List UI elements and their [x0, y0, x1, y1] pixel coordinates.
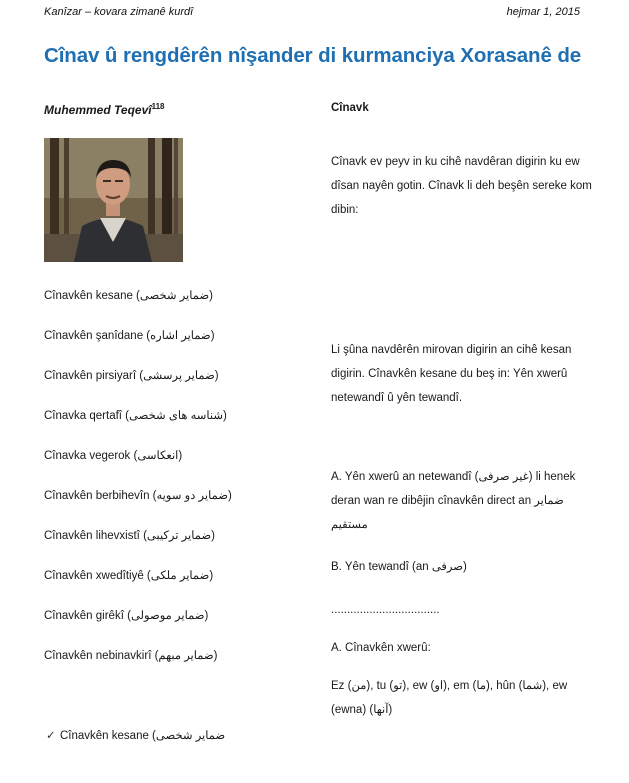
list-item: Cînavka qertafî (شناسه های شخصی) — [44, 410, 227, 422]
dotted-separator: .................................. — [331, 603, 440, 616]
issue-date: hejmar 1, 2015 — [506, 6, 580, 18]
list-item: Cînavkên nebinavkirî (ضمایر مبهم) — [44, 650, 218, 662]
bottom-item-text: Cînavkên kesane (ضمایر شخصی — [60, 730, 226, 742]
list-item: Cînavkên lihevxistî (ضمایر ترکیبی) — [44, 530, 215, 542]
author-footnote: 118 — [151, 102, 165, 111]
journal-title: Kanîzar – kovara zimanê kurdî — [44, 6, 194, 18]
section-heading: Cînavk — [331, 102, 369, 114]
list-item: Cînavkên kesane (ضمایر شخصی) — [44, 290, 214, 302]
personal-pronouns-paragraph: Li şûna navdêrên mirovan digirin an cihê kesan digirin. Cînavkên kesane du beş in: Yên xwerû netewandî û yên tewandî. — [331, 343, 572, 404]
author-name — [44, 102, 164, 117]
subsection-heading: A. Cînavkên xwerû: — [331, 641, 431, 654]
author-name-text: Muhemmed Teqevî — [44, 103, 152, 117]
page-title: Cînav û rengdêrên nîşander di kurmanciya Xorasanê de — [44, 44, 582, 67]
list-item: Cînavkên xwedîtiyê (ضمایر ملکی) — [44, 570, 214, 582]
list-item: Cînavkên berbihevîn (ضمایر دو سویه) — [44, 490, 232, 502]
bottom-list-item — [46, 728, 225, 742]
pronoun-examples: Ez (من), tu (تو), ew (او), em (ما), hûn (شما), ew (ewna) (آنها) — [331, 679, 568, 716]
list-item: Cînavkên girêkî (ضمایر موصولی) — [44, 610, 209, 622]
inflected-paragraph: B. Yên tewandî (an صرفی) — [331, 560, 467, 573]
uninflected-paragraph: A. Yên xwerû an netewandî (غیر صرفی) li henek deran wan re dibêjin cînavkên direct an ضمایر مستقیم — [331, 470, 576, 531]
list-item: Cînavkên pirsiyarî (ضمایر پرسشی) — [44, 370, 219, 382]
author-portrait-photo — [44, 138, 183, 262]
intro-paragraph: Cînavk ev peyv in ku cihê navdêran digirin ku ew dîsan nayên gotin. Cînavk li deh beşên sereke kom dibin: — [331, 155, 592, 216]
author-portrait-icon — [44, 138, 183, 262]
list-item: Cînavka vegerok (انعکاسی) — [44, 450, 183, 462]
check-icon: ✓ — [46, 730, 56, 742]
list-item: Cînavkên şanîdane (ضمایر اشاره) — [44, 330, 215, 342]
pronoun-types-list — [44, 286, 314, 686]
